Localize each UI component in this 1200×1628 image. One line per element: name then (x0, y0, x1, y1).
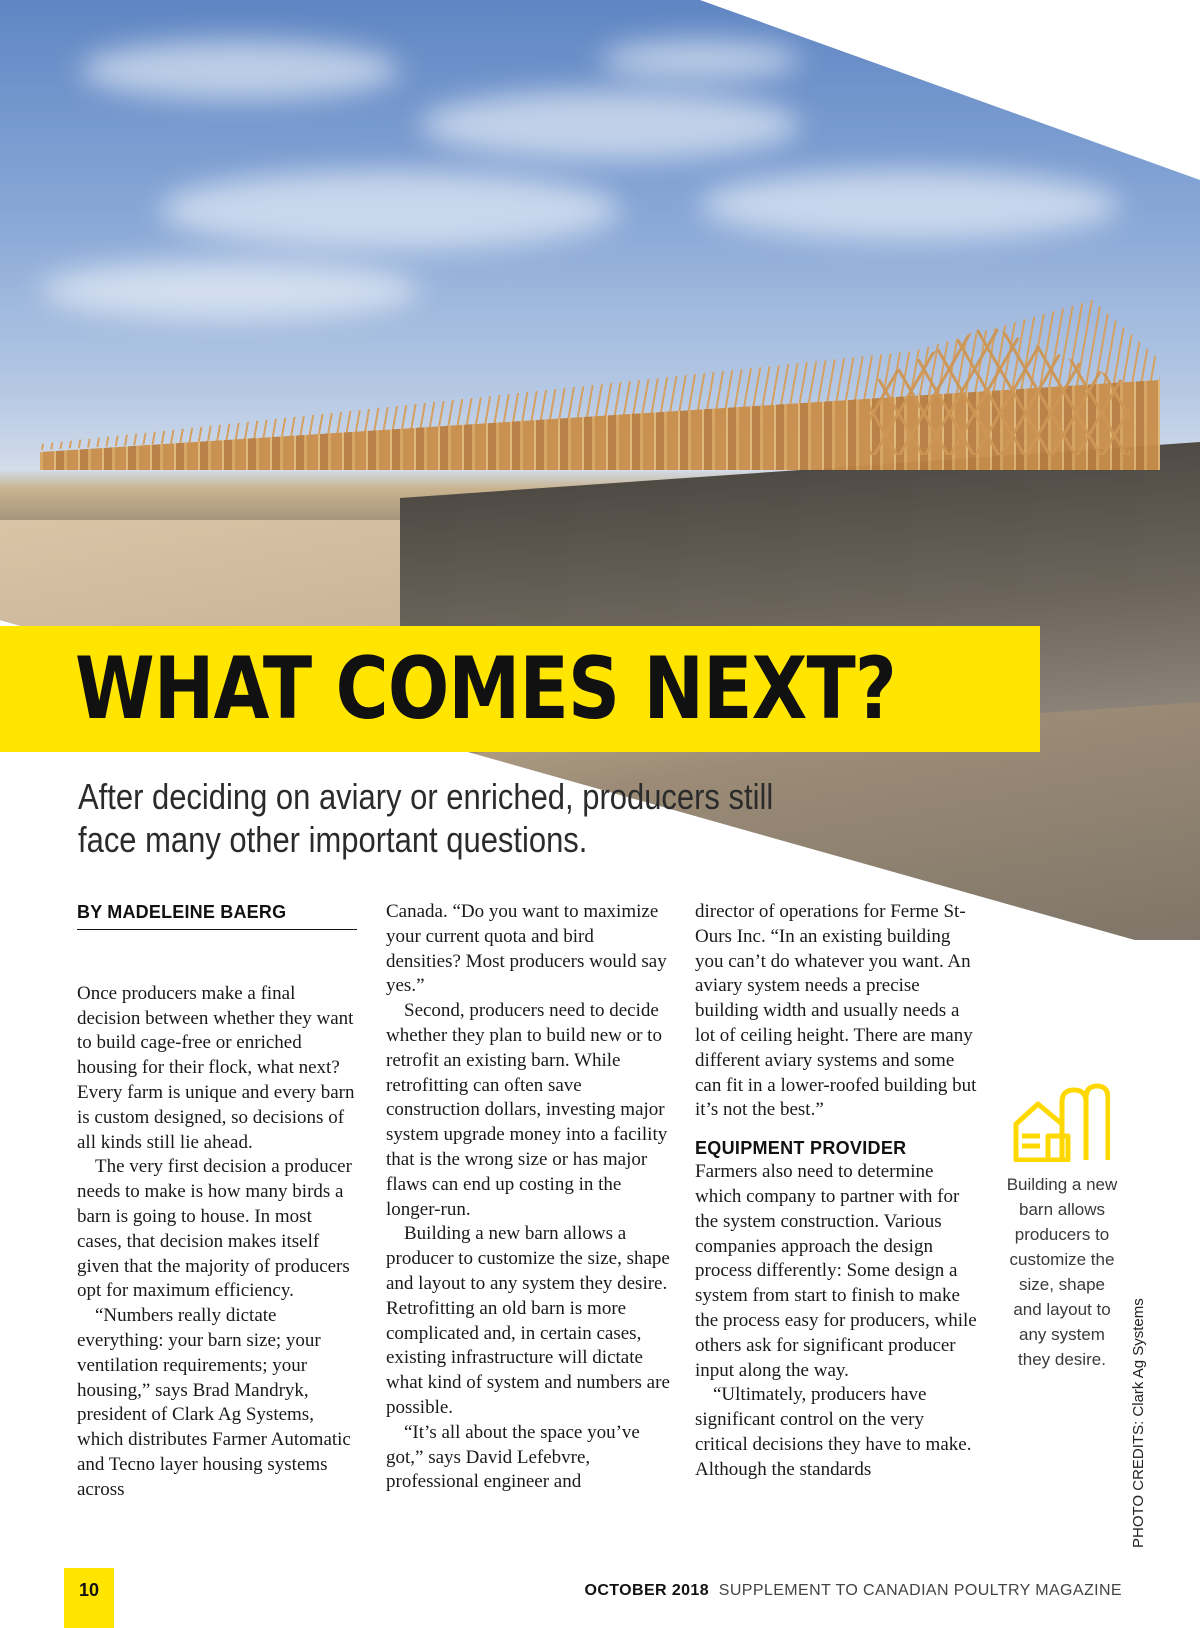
paragraph: The very first decision a producer needs to make is how many birds a barn is going to house. In most cases, that decision makes itself given that the majority of producers opt for maximum efficiency. (77, 1156, 352, 1302)
subhead: EQUIPMENT PROVIDER (695, 1138, 907, 1159)
column-3 (695, 900, 979, 1483)
sidebar-caption: Building a new barn allows producers to customize the size, shape and layout to any system they desire. (1006, 1175, 1118, 1369)
paragraph: Canada. “Do you want to maximize your current quota and bird densities? Most producers would say yes.” (386, 901, 667, 997)
issue-date: OCTOBER 2018 (584, 1582, 710, 1599)
paragraph: director of operations for Ferme St-Ours Inc. “In an existing building you can’t do whatever you want. An aviary system needs a precise building width and usually needs a lot of ceiling height. There are many different aviary systems and some can fit in a lower-roofed building but it’s not the best.” (695, 901, 977, 1121)
column-1 (77, 900, 361, 1503)
paragraph: “It’s all about the space you’ve got,” says David Lefebvre, professional engineer and (386, 1421, 640, 1493)
page-number: 10 (78, 1580, 100, 1600)
publication-name: SUPPLEMENT TO CANADIAN POULTRY MAGAZINE (718, 1582, 1122, 1599)
paragraph: Once producers make a final decision between whether they want to build cage-free or enriched housing for their flock, what next? Every farm is unique and every barn is custom designed, so decisions of all kinds still lie ahead. (77, 982, 355, 1153)
paragraph: “Numbers really dictate everything: your barn size; your ventilation requirements; your housing,” says Brad Mandryk, president of Clark Ag Systems, which distributes Farmer Automatic and Tecno layer housing systems across (77, 1305, 351, 1500)
paragraph: Second, producers need to decide whether they plan to build new or to retrofit an existing barn. While retrofitting can often save construction dollars, investing major system upgrade money into a facility that is the wrong size or has major flaws can end up costing in the longer-run. (386, 1000, 668, 1220)
paragraph: Building a new barn allows a producer to customize the size, shape and layout to any system they desire. Retrofitting an old barn is more complicated and, in certain cases, existing infrastructure will dictate what kind of system and numbers are possible. (386, 1223, 670, 1418)
deck: After deciding on aviary or enriched, producers still face many other important questions. (78, 776, 774, 860)
paragraph: Farmers also need to determine which company to partner with for the system construction. Various companies approach the design process differently: Some design a system from start to finish to make the process easy for producers, while others ask for significant producer input along the way. (695, 1161, 977, 1381)
column-2 (386, 900, 670, 1495)
footer-line (584, 1582, 1122, 1600)
headline: WHAT COMES NEXT? (75, 639, 896, 739)
barn-silo-icon (1012, 1080, 1110, 1162)
photo-credit: PHOTO CREDITS: Clark Ag Systems (1130, 1298, 1147, 1548)
byline: BY MADELEINE BAERG (77, 900, 357, 930)
paragraph: “Ultimately, producers have significant control on the very critical decisions they have to make. Although the standards (695, 1384, 972, 1480)
